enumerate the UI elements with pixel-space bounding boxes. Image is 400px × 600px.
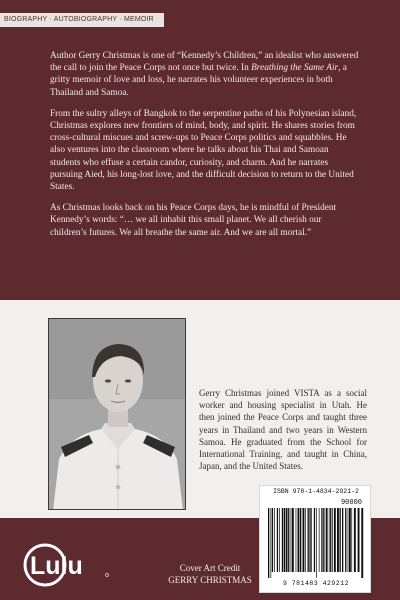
credit-name: GERRY CHRISTMAS [168, 575, 252, 585]
barcode-bar [340, 508, 341, 572]
blurb-paragraph-2: From the sultry alleys of Bangkok to the serpentine paths of his Polynesian island, Christmas explores new frontiers of mind, body, and spirit. He shares stories from cross-cultural miscues and screw-ups to Peace Corps politics and squabbles. He also ventures into the classroom where he talks about his Thai and Samoan students who effuse a certain candor, curiosity, and charm. And he narrates pursuing Aied, his long-lost love, and the difficult decision to return to the United States. [50, 108, 357, 193]
blurb-paragraph-1 [50, 50, 360, 99]
barcode-bar [337, 508, 339, 572]
barcode-bar [300, 508, 301, 572]
barcode-bar [319, 508, 320, 572]
barcode-bar [316, 508, 317, 578]
barcode-bar [311, 508, 312, 572]
barcode-bar [314, 508, 315, 572]
barcode-bar [334, 508, 336, 572]
blurb-p1-end: , a gritty memoir of love and loss, he narrates his volunteer experiences in both Thailand and Samoa. [50, 63, 347, 98]
barcode-bar [303, 508, 305, 572]
genre-label: BIOGRAPHY · AUTOBIOGRAPHY · MEMOIR [0, 13, 164, 27]
barcode-digits: 9 781483 429212 [282, 580, 349, 587]
barcode-bar [279, 508, 280, 572]
barcode-bar [349, 508, 351, 572]
barcode-bar [284, 508, 285, 572]
author-photo-illustration [49, 319, 186, 510]
barcode-bar [271, 508, 272, 578]
blurb-p1-start: Author Gerry Christmas is one of “Kennedy’s Children,” an idealist who answered the call to join the Peace Corps not once but twice. In [50, 51, 359, 74]
author-bio: Gerry Christmas joined VISTA as a social worker and housing specialist in Utah. He then joined the Peace Corps and taught three years in Thailand and two years in Western Samoa. He graduated from the School for International Training, and taught in China, Japan, and the United States. [199, 388, 367, 472]
barcode-bar [330, 508, 331, 572]
barcode-bar [358, 508, 360, 572]
author-photo [48, 318, 186, 510]
back-cover-blurb [50, 50, 360, 248]
barcode-bar [286, 508, 288, 572]
barcode-bar [361, 508, 363, 578]
book-title-italic: Breathing the Same Air [251, 63, 339, 74]
credit-label: Cover Art Credit [179, 563, 241, 573]
barcode-bar [321, 508, 322, 572]
barcode-bar [291, 508, 292, 572]
lulu-logo [22, 542, 110, 588]
barcode-bar [288, 508, 289, 572]
barcode-bar [296, 508, 297, 572]
isbn-barcode [259, 485, 371, 593]
barcode-bar [305, 508, 306, 572]
barcode-bar [329, 508, 330, 572]
barcode-bar [354, 508, 356, 572]
barcode-bar [277, 508, 278, 572]
barcode-bar [274, 508, 275, 572]
barcode-bar [342, 508, 343, 572]
barcode-bar [272, 508, 273, 572]
publisher-logo-text: Lulu [30, 552, 83, 580]
barcode-bars [266, 508, 366, 578]
barcode-bar [345, 508, 346, 572]
barcode-bar [298, 508, 300, 572]
barcode-bar [326, 508, 328, 572]
barcode-bar [332, 508, 333, 572]
barcode-bar [323, 508, 324, 572]
blurb-paragraph-3: As Christmas looks back on his Peace Corps days, he is mindful of President Kennedy’s words: “… we all inhabit this small planet. We all cherish our children’s futures. We all breathe the same air. And we are all mortal.” [50, 203, 337, 238]
price-code: 90000 [340, 499, 362, 507]
barcode-bar [309, 508, 310, 572]
barcode-bar [348, 508, 349, 572]
barcode-bar [308, 508, 309, 572]
cover-art-credit [150, 562, 270, 586]
barcode-bar [282, 508, 283, 572]
barcode-bar [292, 508, 294, 572]
barcode-bar [351, 508, 352, 572]
isbn-number: ISBN 978-1-4834-2921-2 [273, 488, 359, 495]
